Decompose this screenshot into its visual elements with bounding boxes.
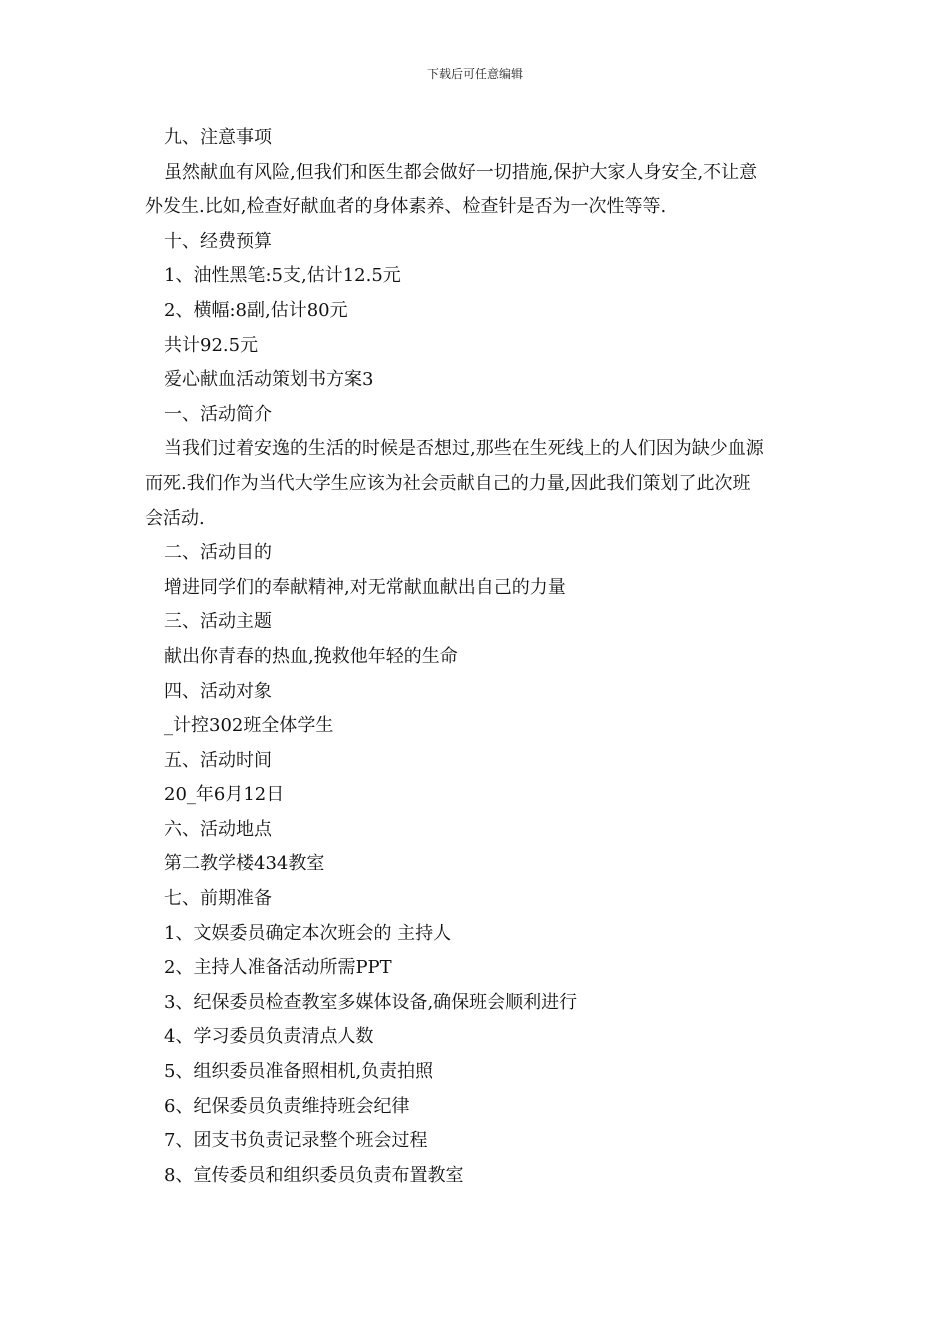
list-item: 6、纪保委员负责维持班会纪律 bbox=[164, 1095, 410, 1117]
paragraph-line: 献出你青春的热血,挽救他年轻的生命 bbox=[164, 645, 458, 667]
paragraph-line: 会活动. bbox=[145, 507, 205, 529]
header-note: 下载后可任意编辑 bbox=[426, 67, 523, 81]
paragraph-line: 共计92.5元 bbox=[164, 334, 259, 356]
list-item: 4、学习委员负责清点人数 bbox=[164, 1026, 374, 1048]
section-heading: 六、活动地点 bbox=[164, 818, 272, 840]
section-heading: 一、活动简介 bbox=[164, 403, 272, 425]
list-item: 7、团支书负责记录整个班会过程 bbox=[164, 1130, 428, 1152]
section-heading: 五、活动时间 bbox=[164, 749, 272, 771]
section-heading: 七、前期准备 bbox=[164, 888, 272, 910]
list-item: 3、纪保委员检查教室多媒体设备,确保班会顺利进行 bbox=[164, 991, 578, 1013]
paragraph-line: 第二教学楼434教室 bbox=[164, 853, 325, 875]
list-item: 1、文娱委员确定本次班会的 主持人 bbox=[164, 922, 452, 944]
document-body bbox=[145, 121, 809, 1193]
section-heading: 四、活动对象 bbox=[164, 680, 272, 702]
list-item: 2、主持人准备活动所需PPT bbox=[164, 957, 392, 979]
section-heading: 二、活动目的 bbox=[164, 542, 272, 564]
document-subtitle: 爱心献血活动策划书方案3 bbox=[164, 369, 374, 391]
list-item: 5、组织委员准备照相机,负责拍照 bbox=[164, 1061, 434, 1083]
paragraph-line: 20_年6月12日 bbox=[164, 784, 285, 806]
paragraph-line: _计控302班全体学生 bbox=[164, 715, 334, 737]
paragraph-line: 增进同学们的奉献精神,对无常献血献出自己的力量 bbox=[164, 576, 566, 598]
paragraph-line: 而死.我们作为当代大学生应该为社会贡献自己的力量,因此我们策划了此次班 bbox=[145, 472, 751, 494]
section-heading: 九、注意事项 bbox=[164, 127, 272, 148]
list-item: 2、横幅:8副,估计80元 bbox=[164, 299, 348, 321]
list-item: 1、油性黑笔:5支,估计12.5元 bbox=[164, 265, 401, 287]
paragraph-line: 外发生.比如,检查好献血者的身体素养、检查针是否为一次性等等. bbox=[145, 196, 667, 218]
section-heading: 十、经费预算 bbox=[164, 230, 272, 252]
section-heading: 三、活动主题 bbox=[164, 611, 272, 633]
list-item: 8、宣传委员和组织委员负责布置教室 bbox=[164, 1164, 464, 1186]
paragraph-line: 当我们过着安逸的生活的时候是否想过,那些在生死线上的人们因为缺少血源 bbox=[164, 438, 764, 460]
paragraph-line: 虽然献血有风险,但我们和医生都会做好一切措施,保护大家人身安全,不让意 bbox=[164, 161, 758, 183]
page-header bbox=[0, 66, 950, 82]
